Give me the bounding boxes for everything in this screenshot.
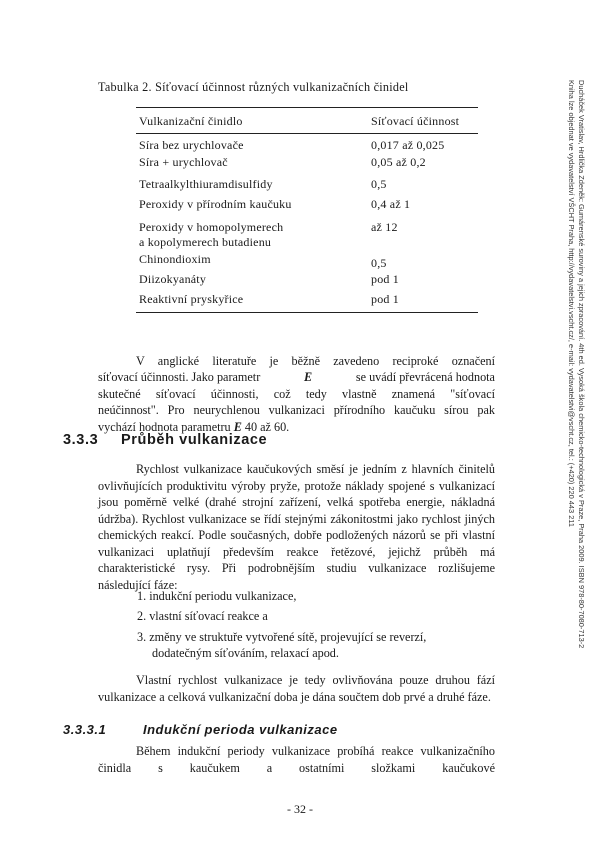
table-cell: Reaktivní pryskyřice: [139, 292, 244, 306]
subsection-title: Indukční perioda vulkanizace: [143, 722, 338, 737]
paragraph-induction-period: [98, 743, 495, 776]
table-row: [136, 177, 478, 192]
table-cell: 0,5: [371, 256, 387, 270]
text-span: síťovací účinnosti. Jako parametr: [98, 370, 261, 385]
text-span: 40 až 60.: [244, 419, 290, 434]
paragraph-vulcanization-rate: [98, 461, 495, 593]
table-cell: 0,05 až 0,2: [371, 155, 426, 169]
table-row: [136, 138, 478, 153]
table-cell: 0,4 až 1: [371, 197, 411, 211]
table-cell-line: a kopolymerech butadienu: [139, 235, 272, 249]
text-span: vychází hodnota parametru: [98, 419, 231, 434]
list-item: dodatečným síťováním, relaxací apod.: [152, 646, 339, 660]
header-agent: Vulkanizační činidlo: [139, 114, 243, 128]
text-line: V anglické literatuře je běžně zavedeno reciproké označení: [136, 354, 495, 368]
list-item: 1. indukční periodu vulkanizace,: [137, 589, 297, 603]
citation-line: Ducháček Vratislav, Hrdlička Zdeněk: Gumárenské suroviny a jejich zpracování. 4th ed. Vysoká škola chemicko-technologická v Praze, Praha 2009. ISBN 978-80-7080-713-2: [577, 80, 586, 649]
table-caption: Tabulka 2. Síťovací účinnost různých vulkanizačních činidel: [98, 80, 409, 94]
section-title: Průběh vulkanizace: [121, 432, 268, 448]
table-cell-line: Peroxidy v homopolymerech: [139, 220, 284, 234]
paragraph-text: Vlastní rychlost vulkanizace je tedy ovlivňována pouze druhou fází vulkanizace a celková vulkanizační doba je dána součtem dob prvé a druhé fáze.: [98, 673, 495, 704]
table-cell: Peroxidy v přírodním kaučuku: [139, 197, 292, 211]
table-cell: až 12: [371, 220, 398, 234]
table-row: [136, 252, 478, 270]
section-number: 3.3.3: [63, 432, 99, 448]
list-item: 2. vlastní síťovací reakce a: [137, 609, 268, 623]
table-cell: Diizokyanáty: [139, 272, 207, 286]
text-line: skutečné síťovací účinnosti, což tedy vlastně znamená "síťovací: [98, 386, 495, 401]
text-line: neúčinnost". Pro neurychlenou vulkanizaci přírodního kaučuku sírou pak: [98, 403, 495, 418]
section-heading: [63, 432, 267, 448]
table-cell: 0,5: [371, 177, 387, 191]
param-e: E: [304, 370, 313, 385]
table-row: [136, 272, 478, 287]
table-bottom-rule: [136, 312, 478, 313]
table-cell: Síra + urychlovač: [139, 155, 228, 169]
paragraph-phases-summary: [98, 672, 495, 705]
table-cell: Tetraalkylthiuramdisulfidy: [139, 177, 273, 191]
table-cell: Síra bez urychlovače: [139, 138, 244, 152]
text-line: [98, 369, 495, 385]
paragraph-text: Během indukční periody vulkanizace probíhá reakce vulkanizačního činidla s kaučukem a ostatními složkami kaučukové: [98, 744, 495, 775]
table-row: [136, 220, 478, 250]
table-cell: Chinondioxim: [139, 252, 211, 266]
page-number: - 32 -: [287, 802, 313, 816]
subsection-number: 3.3.3.1: [63, 722, 107, 737]
text-span: se uvádí převrácená hodnota: [355, 370, 495, 385]
table-header-rule: [136, 133, 478, 134]
paragraph-reciprocal-efficiency: [98, 353, 495, 435]
table-cell: pod 1: [371, 292, 399, 306]
table-cell: [136, 220, 371, 250]
paragraph-text: Rychlost vulkanizace kaučukových směsí je jedním z hlavních činitelů ovlivňujících produktivitu výroby pryže, protože náklady spojené s vulkanizací jsou poměrně velké (drahé strojní zařízení, velká spotřeba energie, nákladná údržba). Rychlost vulkanizace se řídí stejnými zákonitostmi jako rychlost jiných chemických reakcí. Podle současných, dobře podložených názorů se při vlastní vulkanizaci uplatňují především reakce řetězové, jejichž průběh má charakteristické rysy. Při podrobnějším studiu vulkanizace rozlišujeme následující fáze:: [98, 462, 495, 592]
table-row: [136, 292, 478, 307]
citation-line: Kniha lze objednat ve vydavatelství VŠCHT Praha, http://vydavatelstvi.vscht.cz/, e-mail: vydavatelstvi@vscht.cz, tel.: (+420) 220 443 211: [567, 80, 576, 527]
table-row: [136, 197, 478, 212]
table-cell: pod 1: [371, 272, 399, 286]
param-e: E: [233, 419, 242, 434]
table-top-rule: [136, 107, 478, 108]
table-row: [136, 155, 478, 170]
table-cell: 0,017 až 0,025: [371, 138, 445, 152]
citation-text: [566, 80, 586, 740]
citation-sidebar: [558, 80, 586, 740]
table-header-row: [136, 114, 478, 129]
header-efficiency: Síťovací účinnost: [371, 114, 460, 128]
subsection-heading: [63, 722, 338, 737]
list-item: 3. změny ve struktuře vytvořené sítě, projevující se reverzí,: [137, 630, 427, 644]
